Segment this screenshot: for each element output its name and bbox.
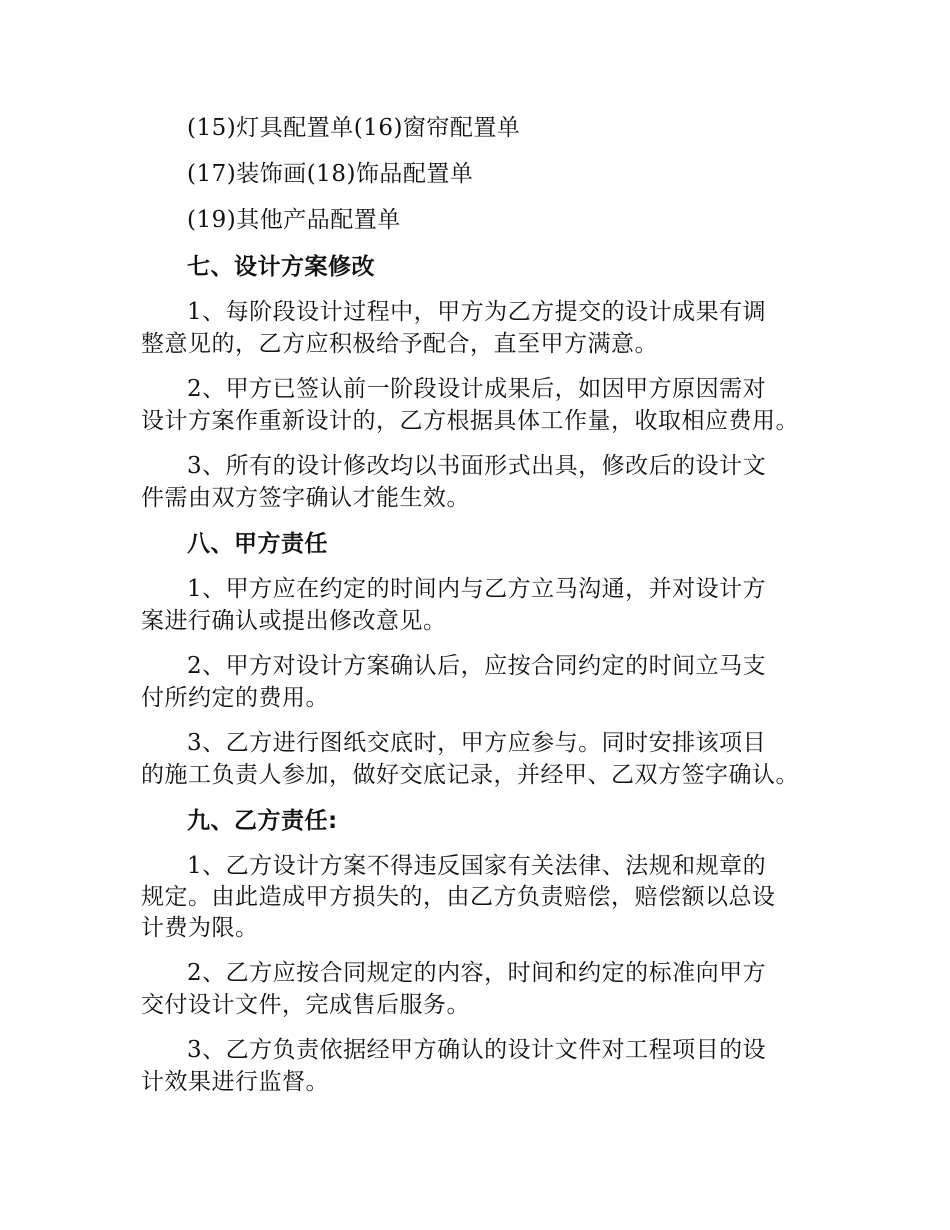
list-item: (15)灯具配置单(16)窗帘配置单 <box>187 115 521 141</box>
paragraph-line: 2、甲方已签认前一阶段设计成果后，如因甲方原因需对 <box>187 376 767 402</box>
section-heading: 九、乙方责任: <box>187 808 338 834</box>
section-heading: 八、甲方责任 <box>187 531 328 557</box>
paragraph-line: 规定。由此造成甲方损失的，由乙方负责赔偿，赔偿额以总设 <box>141 884 776 910</box>
list-item: (17)装饰画(18)饰品配置单 <box>187 161 474 187</box>
paragraph-line: 3、乙方负责依据经甲方确认的设计文件对工程项目的设 <box>187 1037 767 1063</box>
paragraph-line: 3、所有的设计修改均以书面形式出具，修改后的设计文 <box>187 453 767 479</box>
paragraph-line: 的施工负责人参加，做好交底记录，并经甲、乙双方签字确认。 <box>141 762 799 788</box>
paragraph-line: 2、乙方应按合同规定的内容，时间和约定的标准向甲方 <box>187 960 767 986</box>
paragraph-line: 交付设计文件，完成售后服务。 <box>141 992 470 1018</box>
section-heading: 七、设计方案修改 <box>187 254 375 280</box>
paragraph-line: 1、乙方设计方案不得违反国家有关法律、法规和规章的 <box>187 853 767 879</box>
paragraph-line: 计效果进行监督。 <box>141 1069 329 1095</box>
paragraph-line: 1、甲方应在约定的时间内与乙方立马沟通，并对设计方 <box>187 576 767 602</box>
paragraph-line: 3、乙方进行图纸交底时，甲方应参与。同时安排该项目 <box>187 730 767 756</box>
paragraph-line: 设计方案作重新设计的，乙方根据具体工作量，收取相应费用。 <box>141 408 799 434</box>
paragraph-line: 付所约定的费用。 <box>141 685 329 711</box>
paragraph-line: 1、每阶段设计过程中，甲方为乙方提交的设计成果有调 <box>187 299 767 325</box>
paragraph-line: 案进行确认或提出修改意见。 <box>141 608 447 634</box>
paragraph-line: 整意见的，乙方应积极给予配合，直至甲方满意。 <box>141 331 658 357</box>
paragraph-line: 计费为限。 <box>141 915 259 941</box>
paragraph-line: 件需由双方签字确认才能生效。 <box>141 485 470 511</box>
list-item: (19)其他产品配置单 <box>187 207 401 233</box>
paragraph-line: 2、甲方对设计方案确认后，应按合同约定的时间立马支 <box>187 653 767 679</box>
